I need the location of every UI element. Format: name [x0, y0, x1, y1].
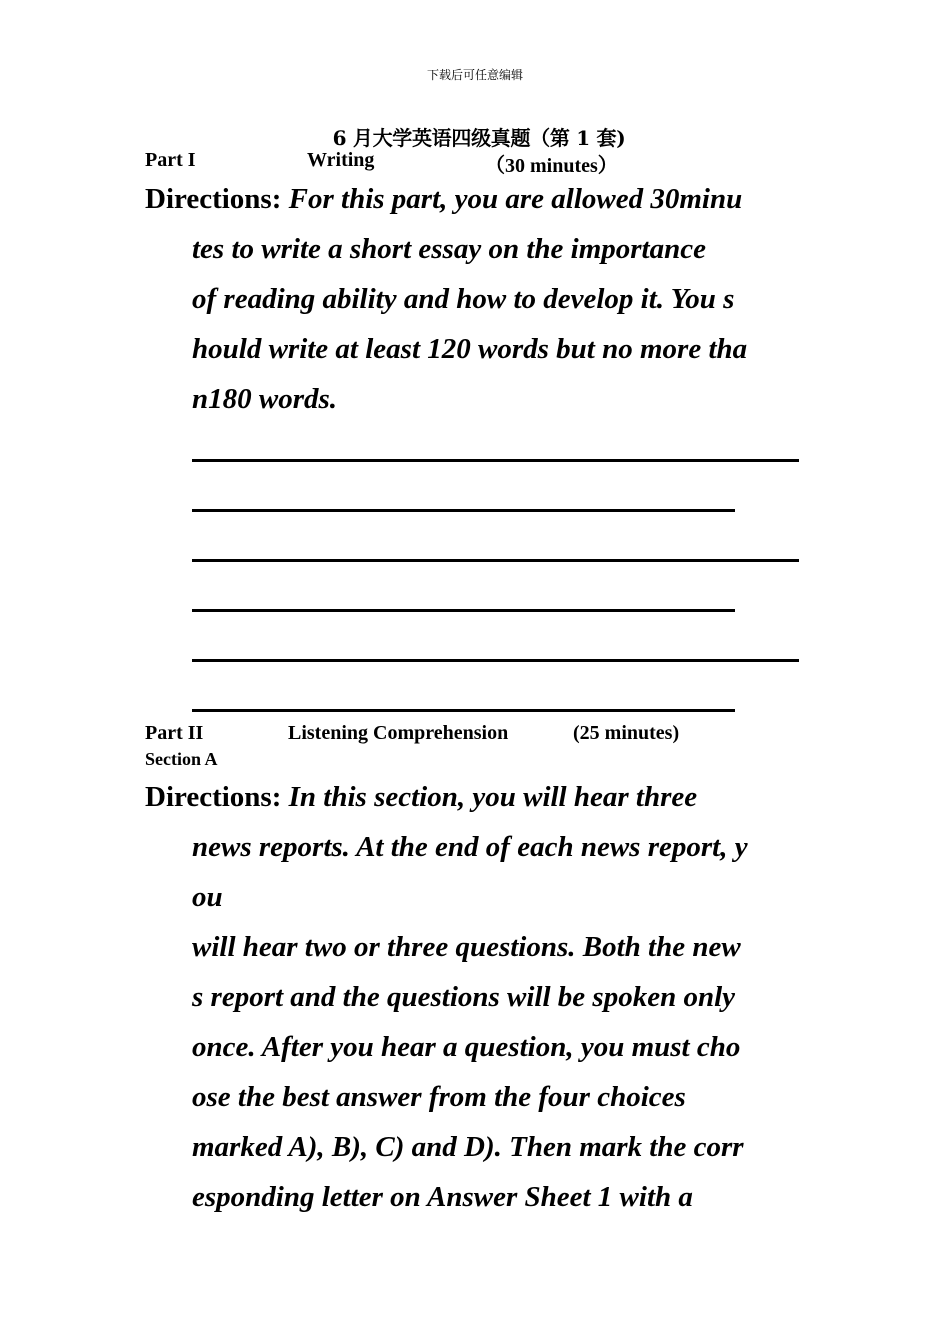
part-2-label: Part II — [145, 722, 204, 744]
part-2-time: (25 minutes) — [573, 722, 680, 744]
directions-line: esponding letter on Answer Sheet 1 with a — [192, 1181, 693, 1213]
document-title: 6 月大学英语四级真题（第 1 套) — [332, 126, 626, 150]
part-1-time: （30 minutes） — [485, 155, 618, 177]
directions-line: marked A), B), C) and D). Then mark the corr — [192, 1131, 744, 1163]
directions-line: hould write at least 120 words but no more tha — [192, 333, 748, 365]
directions-line: For this part, you are allowed 30minu — [288, 183, 743, 215]
directions-lead: Directions: — [145, 781, 282, 813]
header-note: 下载后可任意编辑 — [426, 68, 523, 82]
directions-line: s report and the questions will be spoken only — [192, 981, 736, 1013]
directions-line: In this section, you will hear three — [288, 781, 698, 813]
answer-line[interactable] — [192, 509, 735, 512]
directions-line: news reports. At the end of each news report, y — [192, 831, 748, 863]
part-1-name: Writing — [307, 149, 375, 171]
directions-lead: Directions: — [145, 183, 282, 215]
answer-line[interactable] — [192, 459, 799, 462]
directions-line: once. After you hear a question, you must cho — [192, 1031, 741, 1063]
answer-line[interactable] — [192, 559, 799, 562]
part-1-label: Part I — [145, 149, 196, 171]
listening-directions — [145, 772, 825, 1222]
directions-line: ou — [192, 881, 223, 913]
answer-line[interactable] — [192, 609, 735, 612]
directions-line: ose the best answer from the four choices — [192, 1081, 686, 1113]
directions-line: will hear two or three questions. Both the new — [192, 931, 741, 963]
section-a-label: Section A — [145, 749, 218, 769]
directions-line: n180 words. — [192, 383, 338, 415]
answer-line[interactable] — [192, 709, 735, 712]
directions-line: of reading ability and how to develop it. You s — [192, 283, 735, 315]
writing-directions — [145, 174, 825, 424]
part-2-name: Listening Comprehension — [288, 722, 509, 744]
answer-line[interactable] — [192, 659, 799, 662]
directions-line: tes to write a short essay on the importance — [192, 233, 706, 265]
